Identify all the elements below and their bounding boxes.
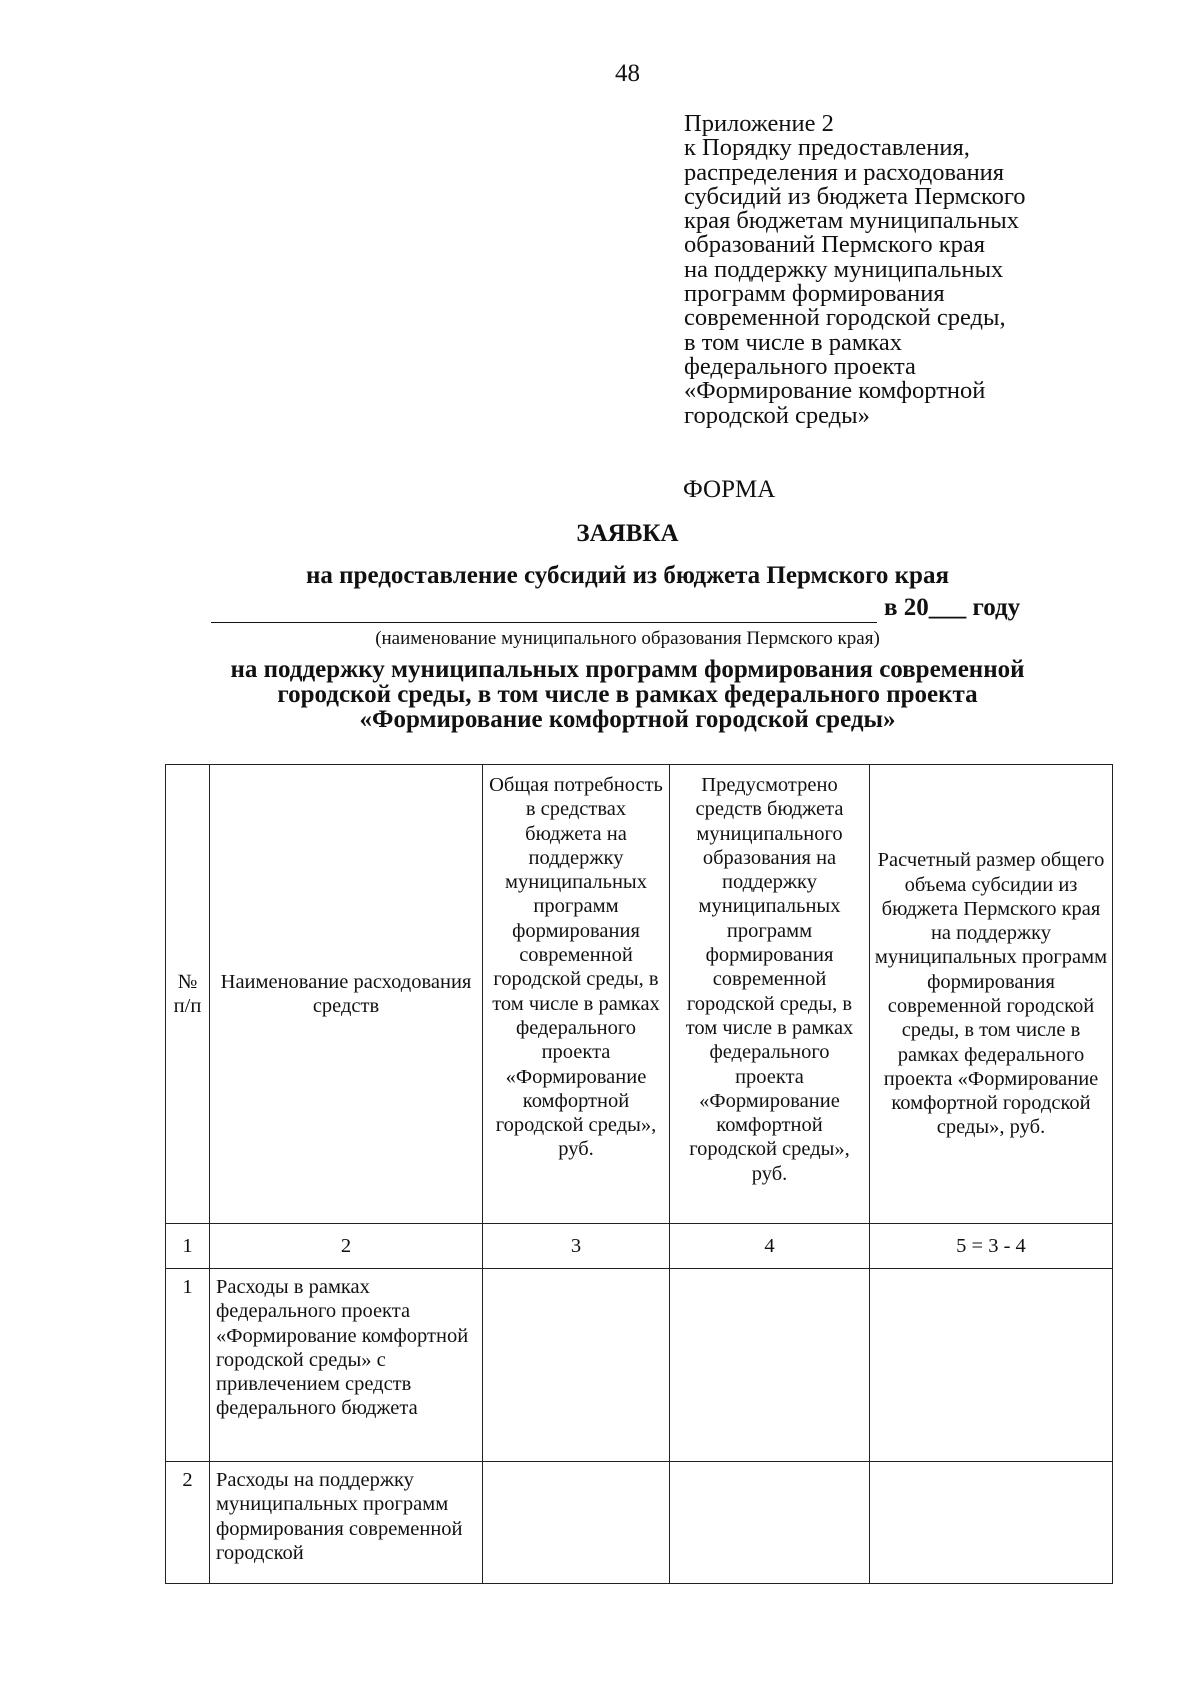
purpose-line: «Формирование комфортной городской среды»: [359, 706, 896, 733]
appendix-line: Приложение 2: [684, 110, 834, 137]
appendix-line: края бюджетам муниципальных: [684, 207, 1020, 235]
municipality-blank-line: [211, 622, 877, 623]
row-name: Расходы на поддержку муниципальных программ формирования современной городской: [210, 1462, 483, 1584]
row-cell: [870, 1462, 1113, 1584]
row-cell: [670, 1462, 870, 1584]
row-cell: [483, 1269, 670, 1462]
appendix-line: распределения и расходования: [684, 158, 1005, 186]
row-cell: [483, 1462, 670, 1584]
purpose-line: на поддержку муниципальных программ формирования современной: [230, 656, 1025, 683]
table-row: [166, 1269, 1113, 1462]
header-subsidy: Расчетный размер общего объема субсидии из бюджета Пермского края на поддержку муниципальных программ формирования современной городской среды, в том числе в рамках федерального проекта «Формирование комфортной городской среды», руб.: [870, 765, 1113, 1224]
appendix-block: [684, 112, 1026, 428]
appendix-line: в том числе в рамках: [684, 328, 902, 356]
purpose-title: [0, 657, 1200, 732]
col-number: 5 = 3 - 4: [870, 1224, 1113, 1269]
numbering-row: [166, 1224, 1113, 1269]
document-title: ЗАЯВКА: [576, 520, 679, 547]
appendix-line: современной городской среды,: [684, 304, 1006, 332]
col-number: 1: [166, 1224, 210, 1269]
appendix-line: на поддержку муниципальных: [684, 255, 1004, 283]
purpose-line: городской среды, в том числе в рамках федерального проекта: [277, 681, 978, 708]
appendix-line: программ формирования: [684, 280, 945, 308]
blank-caption: (наименование муниципального образования Пермского края): [375, 628, 880, 649]
form-label: ФОРМА: [683, 476, 776, 503]
appendix-line: «Формирование комфортной: [684, 377, 986, 405]
page-number: 48: [615, 60, 640, 87]
table-row: [166, 1462, 1113, 1584]
header-municipal-funds: Предусмотрено средств бюджета муниципального образования на поддержку муниципальных программ формирования современной городской среды, в том числе в рамках федерального проекта «Формирование комфортной городской среды», руб.: [670, 765, 870, 1224]
header-name: Наименование расходования средств: [210, 765, 483, 1224]
row-cell: [670, 1269, 870, 1462]
application-table: [165, 764, 1113, 1584]
col-number: 2: [210, 1224, 483, 1269]
table-header-row: [166, 765, 1113, 1224]
appendix-line: к Порядку предоставления,: [684, 134, 970, 162]
appendix-line: городской среды»: [684, 401, 870, 429]
row-num: 2: [166, 1462, 210, 1584]
appendix-line: федерального проекта: [684, 352, 916, 380]
year-text: в 20___ году: [884, 594, 1021, 621]
row-num: 1: [166, 1269, 210, 1462]
row-cell: [870, 1269, 1113, 1462]
col-number: 4: [670, 1224, 870, 1269]
appendix-line: образований Пермского края: [684, 231, 986, 259]
document-subtitle: на предоставление субсидий из бюджета Пермского края: [306, 562, 949, 589]
appendix-line: субсидий из бюджета Пермского: [684, 182, 1026, 210]
row-name: Расходы в рамках федерального проекта «Формирование комфортной городской среды» с привлечением средств федерального бюджета: [210, 1269, 483, 1462]
col-number: 3: [483, 1224, 670, 1269]
header-total-need: Общая потребность в средствах бюджета на поддержку муниципальных программ формирования современной городской среды, в том числе в рамках федерального проекта «Формирование комфортной городской среды», руб.: [483, 765, 670, 1224]
header-num: № п/п: [166, 765, 210, 1224]
